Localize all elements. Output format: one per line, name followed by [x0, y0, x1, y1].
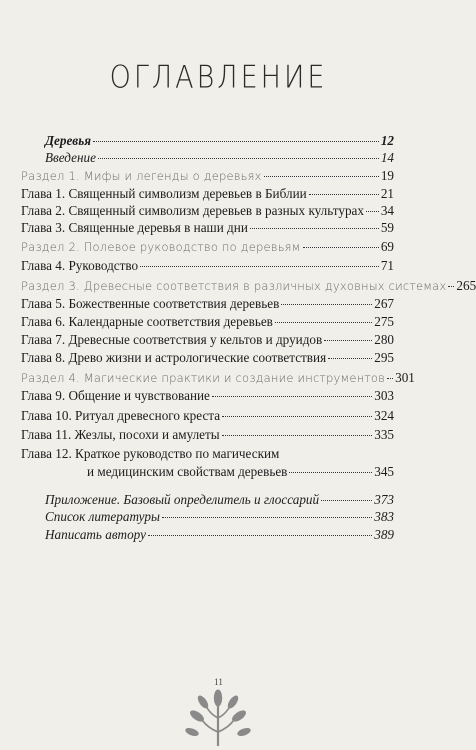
toc-section-4[interactable] — [21, 370, 415, 386]
leader-dots — [387, 378, 393, 379]
toc-entry-label: Глава 8. Древо жизни и астрологические соответствия — [21, 350, 327, 365]
toc-entry-trees[interactable] — [45, 133, 394, 149]
toc-entry-page: 275 — [374, 314, 394, 329]
toc-chapter-2[interactable] — [21, 203, 394, 219]
toc-entry-label: Введение — [45, 150, 96, 165]
leader-dots — [148, 535, 372, 536]
toc-entry-label: Написать автору — [45, 527, 146, 542]
toc-entry-label: Глава 11. Жезлы, посохи и амулеты — [21, 427, 220, 442]
toc-entry-page: 301 — [395, 370, 415, 385]
leader-dots — [275, 322, 372, 323]
toc-entry-label: Глава 3. Священные деревья в наши дни — [21, 220, 248, 235]
toc-entry-label: Глава 1. Священный символизм деревьев в Библии — [21, 186, 307, 201]
toc-entry-page: 335 — [374, 427, 394, 442]
toc-entry-label: Глава 5. Божественные соответствия деревьев — [21, 296, 280, 311]
leader-dots — [281, 304, 372, 305]
toc-contact-author[interactable] — [45, 527, 394, 543]
leader-dots — [93, 141, 379, 142]
toc-entry-label: Глава 6. Календарные соответствия деревьев — [21, 314, 273, 329]
toc-entry-page: 267 — [374, 296, 394, 311]
leader-dots — [321, 500, 372, 501]
toc-section-label: Раздел 1. Мифы и легенды о деревьях — [21, 169, 262, 183]
leader-dots — [264, 176, 379, 177]
toc-entry-page: 69 — [380, 239, 394, 254]
toc-entry-page: 34 — [380, 203, 394, 218]
toc-entry-page: 12 — [380, 133, 394, 148]
toc-entry-label: Глава 4. Руководство — [21, 258, 139, 273]
leader-dots — [324, 340, 372, 341]
toc-entry-page: 303 — [374, 388, 394, 403]
toc-entry-page: 345 — [374, 464, 394, 479]
toc-entry-page: 383 — [374, 509, 394, 524]
toc-entry-label: Глава 9. Общение и чувствование — [21, 388, 210, 403]
toc-entry-page: 14 — [380, 150, 394, 165]
toc-chapter-1[interactable] — [21, 186, 394, 202]
toc-entry-page: 373 — [374, 492, 394, 507]
toc-entry-page: 389 — [374, 527, 394, 542]
page-number: 11 — [214, 677, 223, 687]
page-title: ОГЛАВЛЕНИЕ — [109, 59, 328, 96]
toc-entry-page: 265 — [456, 278, 476, 293]
leader-dots — [448, 286, 454, 287]
toc-entry-page: 21 — [380, 186, 394, 201]
toc-entry-label: Приложение. Базовый определитель и глоссарий — [45, 492, 320, 507]
toc-entry-page: 280 — [374, 332, 394, 347]
toc-entry-page: 59 — [380, 220, 394, 235]
toc-chapter-4[interactable] — [21, 258, 394, 274]
leader-dots — [328, 358, 372, 359]
toc-entry-label: Глава 7. Древесные соответствия у кельтов и друидов — [21, 332, 323, 347]
leader-dots — [303, 247, 379, 248]
toc-chapter-8[interactable] — [21, 350, 394, 366]
toc-section-2[interactable] — [21, 239, 394, 255]
toc-chapter-12[interactable] — [87, 464, 394, 480]
toc-entry-page: 19 — [380, 168, 394, 183]
toc-section-label: Раздел 3. Древесные соответствия в различных духовных системах — [21, 279, 447, 293]
toc-entry-label: и медицинским свойствам деревьев — [87, 464, 288, 479]
toc-chapter-5[interactable] — [21, 296, 394, 312]
leader-dots — [289, 472, 372, 473]
toc-chapter-7[interactable] — [21, 332, 394, 348]
toc-section-label: Раздел 2. Полевое руководство по деревьям — [21, 240, 301, 254]
toc-chapter-6[interactable] — [21, 314, 394, 330]
toc-entry-label: Список литературы — [45, 509, 160, 524]
toc-appendix[interactable] — [45, 492, 394, 508]
toc-section-3[interactable] — [21, 278, 476, 294]
toc-section-label: Раздел 4. Магические практики и создание инструментов — [21, 371, 386, 385]
leader-dots — [98, 158, 379, 159]
toc-bibliography[interactable] — [45, 509, 394, 525]
toc-entry-page: 71 — [380, 258, 394, 273]
toc-chapter-3[interactable] — [21, 220, 394, 236]
leader-dots — [366, 211, 379, 212]
toc-chapter-11[interactable] — [21, 427, 394, 443]
toc-entry-page: 324 — [374, 408, 394, 423]
leaf-sprig-icon — [182, 688, 254, 746]
toc-chapter-12-first-line: Глава 12. Краткое руководство по магическим — [21, 446, 280, 461]
leader-dots — [212, 396, 372, 397]
leader-dots — [309, 194, 379, 195]
toc-entry-page: 295 — [374, 350, 394, 365]
leader-dots — [222, 416, 372, 417]
leader-dots — [140, 266, 379, 267]
toc-entry-label: Глава 10. Ритуал древесного креста — [21, 408, 221, 423]
toc-entry-label: Глава 2. Священный символизм деревьев в разных культурах — [21, 203, 364, 218]
toc-chapter-10[interactable] — [21, 408, 394, 424]
leader-dots — [222, 435, 373, 436]
toc-chapter-9[interactable] — [21, 388, 394, 404]
toc-section-1[interactable] — [21, 168, 394, 184]
leader-dots — [250, 228, 379, 229]
toc-entry-introduction[interactable] — [45, 150, 394, 166]
toc-entry-label: Деревья — [45, 133, 92, 148]
leader-dots — [162, 517, 372, 518]
